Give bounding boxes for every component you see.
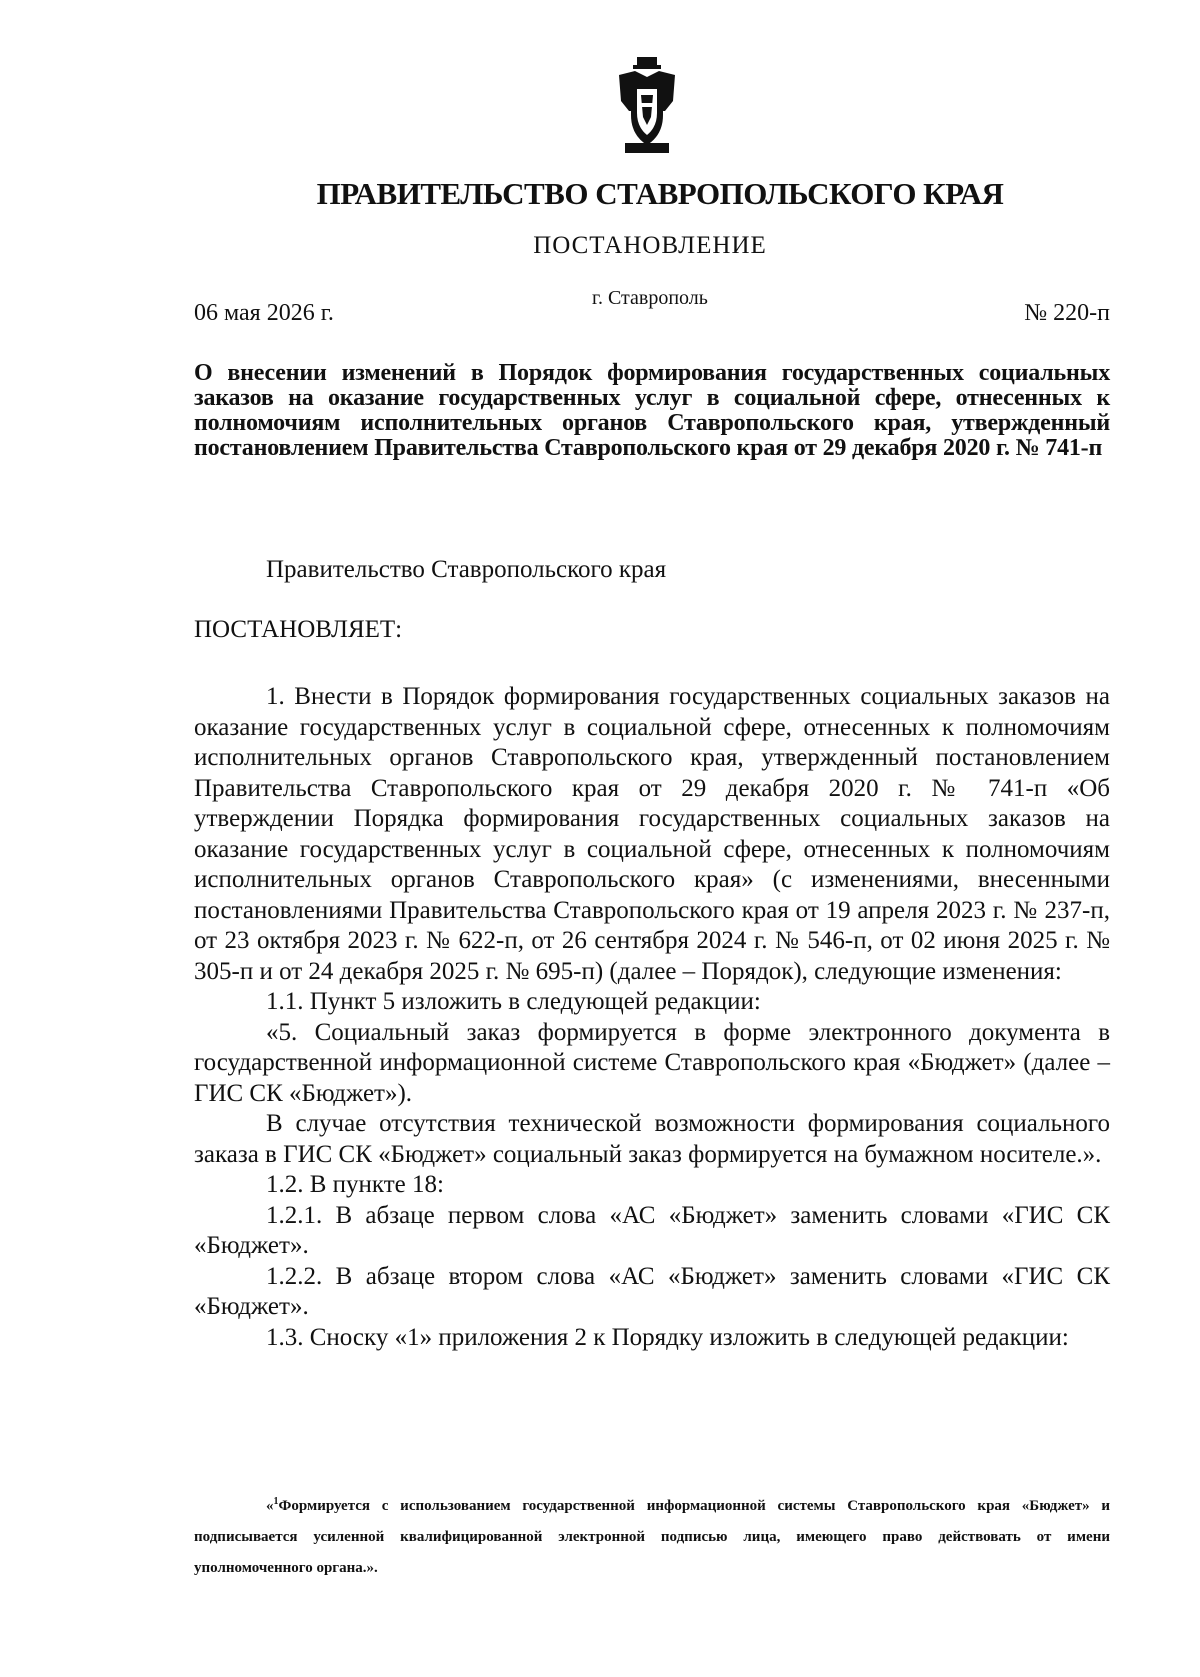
decree-word: ПОСТАНОВЛЯЕТ:: [194, 616, 403, 643]
issuing-authority: ПРАВИТЕЛЬСТВО СТАВРОПОЛЬСКОГО КРАЯ: [316, 176, 1004, 211]
paragraph-1: 1. Внести в Порядок формирования государственных социальных заказов на оказание государственных услуг в социальной сфере, отнесенных к полномочиям исполнительных органов Ставропольского края, утвержденный постановлением Правительства Ставропольского края от 29 декабря 2020 г. № 741-п «Об утверждении Порядка формирования государственных социальных заказов на оказание государственных услуг в социальной сфере, отнесенных к полномочиям исполнительных органов Ставропольского края» (с изменениями, внесенными постановлениями Правительства Ставропольского края от 19 апреля 2023 г. № 237-п, от 23 октября 2023 г. № 622-п, от 26 сентября 2024 г. № 546-п, от 02 июня 2025 г. № 305-п и от 24 декабря 2025 г. № 695-п) (далее – Порядок), следующие изменения:: [194, 683, 1110, 985]
paragraph-1-2-1: 1.2.1. В абзаце первом слова «АС «Бюджет» заменить словами «ГИС СК «Бюджет».: [194, 1201, 1110, 1259]
footnote-text: [194, 1491, 1110, 1584]
paragraph-1-2-2: 1.2.2. В абзаце втором слова «АС «Бюджет» заменить словами «ГИС СК «Бюджет».: [194, 1262, 1110, 1320]
document-body: [194, 682, 1110, 1353]
coat-of-arms-icon: [615, 55, 679, 155]
footnote-body: Формируется с использованием государственной информационной системы Ставропольского края «Бюджет» и подписывается усиленной квалифицированной электронной подписью лица, имеющего право действовать от имени уполномоченного органа.».: [194, 1498, 1110, 1576]
footnote-mark: 1: [273, 1496, 279, 1507]
document-city: г. Ставрополь: [592, 287, 708, 309]
document-subject: О внесении изменений в Порядок формирования государственных социальных заказов на оказание государственных услуг в социальной сфере, отнесенных к полномочиям исполнительных органов Ставропольского края, утвержденный постановлением Правительства Ставропольского края от 29 декабря 2020 г. № 741-п: [194, 360, 1110, 461]
paragraph-point-5-continued: В случае отсутствия технической возможности формирования социального заказа в ГИС СК «Бюджет» социальный заказ формируется на бумажном носителе.».: [194, 1110, 1110, 1168]
document-number: № 220-п: [1024, 300, 1110, 326]
paragraph-point-5: «5. Социальный заказ формируется в форме электронного документа в государственной информационной системе Ставропольского края «Бюджет» (далее – ГИС СК «Бюджет»).: [194, 1018, 1110, 1107]
paragraph-1-2: 1.2. В пункте 18:: [266, 1171, 444, 1198]
document-date: 06 мая 2026 г.: [194, 300, 334, 326]
preamble: Правительство Ставропольского края: [266, 556, 667, 583]
paragraph-1-3: 1.3. Сноску «1» приложения 2 к Порядку изложить в следующей редакции:: [266, 1323, 1069, 1351]
document-type: ПОСТАНОВЛЕНИЕ: [533, 232, 767, 259]
footnote-open-quote: «: [266, 1498, 274, 1514]
paragraph-1-1: 1.1. Пункт 5 изложить в следующей редакции:: [266, 988, 761, 1015]
